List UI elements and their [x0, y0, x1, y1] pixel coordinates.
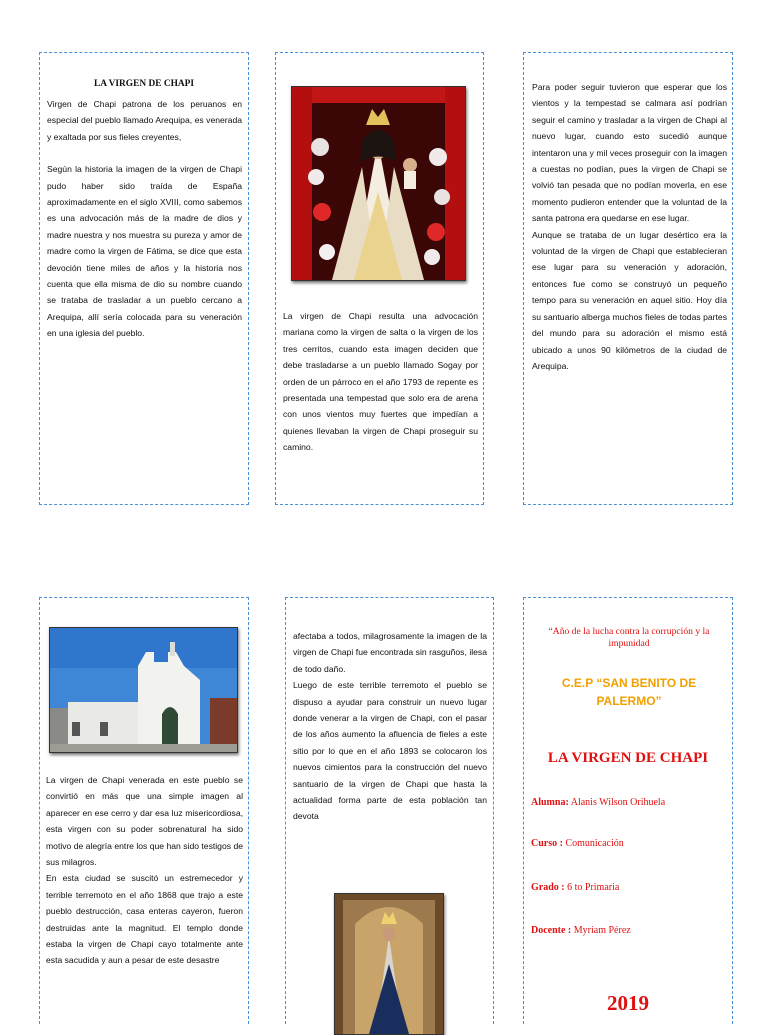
panel-virgin-image	[275, 52, 484, 505]
sanctuary-paragraph: Aunque se trataba de un lugar desértico era la voluntad de la virgen de Chapi que establecieran ese lugar para su veneración y adoración, entonces fue como se construyó un pequeño tempo para su veneración en aquel sitio. Hoy día su santuario alberga muchos fieles de todas partes del mundo para su adoración el mismo está ubicado a unos 90 kilómetros de la ciudad de Arequipa.	[532, 229, 727, 371]
panel-miracles	[39, 597, 249, 1024]
teacher-info	[531, 925, 631, 936]
unharmed-paragraph: afectaba a todos, milagrosamente la imagen de la virgen de Chapi fue encontrada sin rasguños, ilesa de todo daño.	[293, 631, 487, 674]
intro-paragraph: Virgen de Chapi patrona de los peruanos en especial del pueblo llamado Arequipa, es venerada y exaltada por sus fieles creyentes,	[47, 99, 242, 142]
year-label: 2019	[607, 991, 649, 1015]
grado-label: Grado :	[531, 882, 565, 893]
curso-value: Comunicación	[562, 838, 624, 849]
history-paragraph: Según la historia la imagen de la virgen de Chapi pudo haber sido traída de España aproximadamente en el siglo XVIII, como sabemos es una advocación más de la madre de dios y madre nuestra y nos muestra su pureza y amor de madre como la virgen de Fátima, se dice que esta devoción tiene miles de años y la historia nos cuenta que ella misma de dio su nombre cuando se trataba de trasladar a un pueblo cercano a Arequipa, allí sería colocada para su veneración en una iglesia del pueblo.	[47, 164, 242, 339]
panel-cover	[523, 597, 733, 1024]
curso-label: Curso :	[531, 838, 563, 849]
panel-history-intro	[39, 52, 249, 505]
cover-title: LA VIRGEN DE CHAPI	[547, 750, 709, 766]
sanctuary-church-photo	[49, 627, 238, 753]
advocation-paragraph: La virgen de Chapi resulta una advocación mariana como la virgen de salta o la virgen de los tres cerritos, cuando esta imagen deciden que debe trasladarse a un pueblo llamado Sogay por orden de un párroco en el año 1793 de repente es presentada una tempestad que solo era de arena con unos vientos muy fuertes que impedían a quienes llevaban la virgen de Chapi proseguir su camino.	[283, 311, 478, 453]
alumna-label: Alumna:	[531, 797, 569, 808]
docente-value: Myriam Pérez	[571, 925, 631, 936]
reconstruction-paragraph: Luego de este terrible terremoto el pueblo se dispuso a ayudar para construir un nuevo lugar donde venerar a la virgen de Chapi, con el pasar de los años aumento la afluencia de fieles a este sitio por lo que en el año 1893 se colocaron los nuevos cimientos para la construcción del nuevo santuario de la virgen de Chapi que hasta la actualidad forma parte de esta población tan devota	[293, 680, 487, 822]
school-name: C.E.P “SAN BENITO DE PALERMO”	[561, 676, 697, 708]
docente-label: Docente :	[531, 925, 572, 936]
earthquake-paragraph: En esta ciudad se suscitó un estremecedor y terrible terremoto en el año 1868 que trajo a este pueblo destrucción, casa enteras cayeron, fueron destruidas ante la magnitud. El templo donde estaba la virgen de Chapi cayo totalmente ante esta sacudida y aun a pesar de este desastre	[46, 873, 243, 966]
panel-reconstruction	[285, 597, 494, 1024]
virgin-de-chapi-photo	[291, 86, 466, 281]
virgin-altar-photo	[334, 893, 444, 1035]
grado-value: 6 to Primaria	[564, 882, 620, 893]
miracles-paragraph: La virgen de Chapi venerada en este pueblo se convirtió en más que una simple imagen al aparecer en ese cerro y dar esa luz misericordiosa, esta virgen con su poder sobrenatural ha sido motivo de alegría entre los que han sido testigos de sus milagros.	[46, 775, 243, 868]
panel-title: LA VIRGEN DE CHAPI	[93, 79, 195, 89]
year-motto: “Año de la lucha contra la corrupción y la impunidad	[548, 626, 710, 649]
journey-paragraph: Para poder seguir tuvieron que esperar que los vientos y la tempestad se calmara así podrían seguir el camino y trasladar a la virgen de Chapi al nuevo lugar, cuando esto sucedió aunque intentaron una y mil veces proseguir con la imagen a cuestas no podían, pues la virgen de Chapi se volvió tan pesada que no podían moverla, en ese momento pudieron entender que la voluntad de la santa patrona era quedarse en ese lugar.	[532, 82, 727, 224]
grade-info	[531, 882, 619, 893]
alumna-value: Alanis Wilson Orihuela	[568, 797, 666, 808]
student-info	[531, 797, 665, 808]
panel-sanctuary	[523, 52, 733, 505]
course-info	[531, 838, 624, 849]
